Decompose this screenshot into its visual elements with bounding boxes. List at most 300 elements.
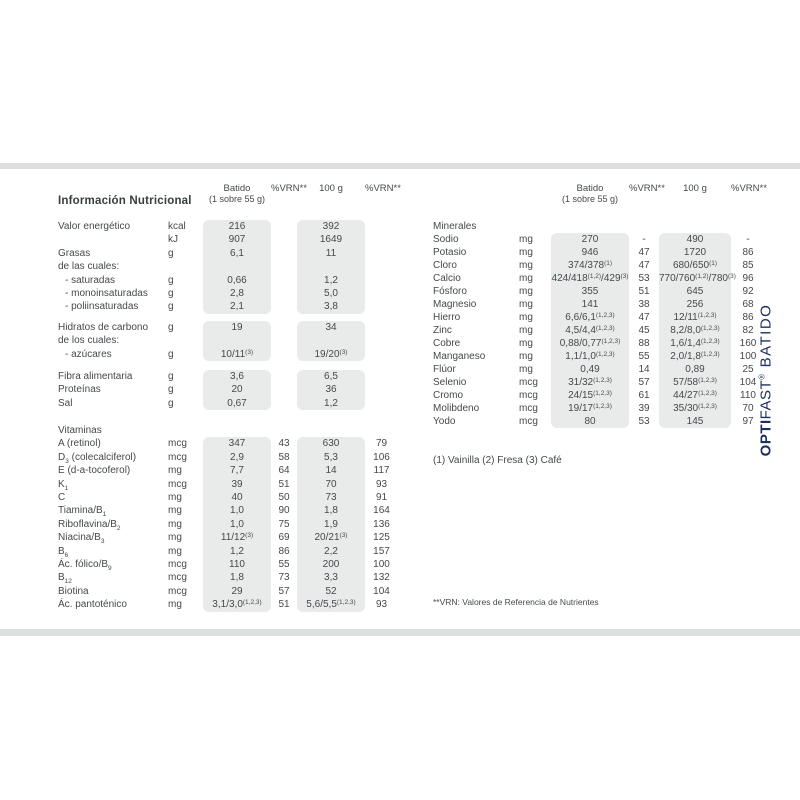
value-batido: 424/418$^{(1,2)}$/429$^{(3)}$ <box>551 273 629 284</box>
value-100g: 36 <box>297 383 365 396</box>
vrn-100g <box>365 300 398 313</box>
vrn-batido: 45 <box>638 325 650 336</box>
row-label: Sodio <box>433 234 459 245</box>
value-100g: 680/650$^{(1)}$ <box>659 259 731 272</box>
value-batido: 270 <box>551 233 629 246</box>
row-label: Hierro <box>433 312 461 323</box>
vrn-batido <box>271 287 297 300</box>
vrn-100g: 100 <box>739 351 757 362</box>
table-row <box>58 437 398 450</box>
row-gap <box>58 314 398 321</box>
row-label: Hidratos de carbono <box>58 321 149 333</box>
row-label: Calcio <box>433 273 461 284</box>
value-batido: 40 <box>203 491 271 504</box>
vrn-100g: 104 <box>373 585 390 597</box>
unit-label: mg <box>519 273 533 284</box>
section-label: Vitaminas <box>58 425 102 437</box>
unit-label: g <box>168 370 174 382</box>
vrn-batido: 73 <box>278 572 290 584</box>
vrn-100g <box>365 348 398 361</box>
table-row <box>433 337 765 350</box>
value-100g: 1649 <box>297 233 365 246</box>
row-label: $D_3$ (colecalciferol) <box>58 451 137 465</box>
unit-label: mg <box>168 545 182 557</box>
vrn-100g <box>365 260 398 273</box>
vrn-batido: 57 <box>278 585 290 597</box>
table-row <box>58 233 398 246</box>
vrn-100g: 110 <box>740 390 756 401</box>
value-100g <box>297 334 365 347</box>
vrn-100g: 91 <box>375 492 388 504</box>
vrn-100g <box>365 321 398 334</box>
vrn-batido: 39 <box>638 403 650 414</box>
unit-label: mcg <box>168 451 187 463</box>
value-batido: 216 <box>203 220 271 233</box>
value-100g: 392 <box>297 220 365 233</box>
value-batido: 2,8 <box>203 287 271 300</box>
vrn-batido: 14 <box>638 364 650 375</box>
vrn-100g: 157 <box>373 545 390 557</box>
row-label: Molibdeno <box>433 403 480 414</box>
value-100g: 19/20$^{(3)}$ <box>297 348 365 361</box>
vrn-100g: 70 <box>742 403 754 414</box>
value-100g: 14 <box>297 464 365 477</box>
unit-label: mg <box>519 234 533 245</box>
value-batido: 2,1 <box>203 300 271 313</box>
row-label: Cobre <box>433 338 461 349</box>
value-100g: 44/27$^{(1,2,3)}$ <box>659 389 731 402</box>
row-label: $B_{12}$ <box>58 572 72 586</box>
value-batido: 0,49 <box>551 363 629 376</box>
vrn-batido: - <box>642 234 646 245</box>
unit-label: mg <box>519 299 533 310</box>
value-100g: 70 <box>297 478 365 491</box>
table-row <box>58 571 398 584</box>
row-label: Riboflavina/$B_2$ <box>58 518 121 532</box>
value-batido: 29 <box>203 585 271 598</box>
unit-label: mcg <box>519 377 538 388</box>
header-batido-line2: (1 sobre 55 g) <box>561 194 619 204</box>
unit-label: mcg <box>168 478 187 490</box>
value-100g: 2,0/1,8$^{(1,2,3)}$ <box>659 350 731 363</box>
value-batido: 0,88/0,77$^{(1,2,3)}$ <box>551 337 629 350</box>
unit-label: g <box>168 384 174 396</box>
vrn-batido <box>271 321 297 334</box>
table-row <box>58 451 398 464</box>
header-vrn-1: %VRN** <box>271 183 307 194</box>
table-row <box>58 518 398 531</box>
value-batido <box>203 260 271 273</box>
value-100g: 145 <box>659 415 731 428</box>
vrn-100g: 136 <box>373 518 390 530</box>
row-label: Flúor <box>433 364 456 375</box>
table-row <box>58 370 398 383</box>
row-label: - azúcares <box>65 348 112 360</box>
nutrition-table-left <box>58 183 401 612</box>
row-label: Ác. fólico/$B_9$ <box>58 558 112 572</box>
vrn-100g: 106 <box>373 451 390 463</box>
value-100g: 0,89 <box>659 363 731 376</box>
row-label: de los cuales: <box>58 335 120 347</box>
header-batido-line1: Batido <box>223 183 251 194</box>
value-batido: 6,1 <box>203 247 271 260</box>
header-100g: 100 g <box>683 183 707 194</box>
header-100g: 100 g <box>319 183 343 194</box>
vrn-100g: 132 <box>373 572 390 584</box>
vrn-100g <box>365 383 398 396</box>
header-spacer <box>58 183 203 205</box>
label-bottom-edge <box>0 629 800 636</box>
table-row <box>58 321 398 334</box>
value-batido: 3,1/3,0$^{(1,2,3)}$ <box>203 598 271 611</box>
header-batido-line2: (1 sobre 55 g) <box>208 194 266 204</box>
table-row <box>433 350 765 363</box>
unit-label: mcg <box>168 572 187 584</box>
value-100g: 770/760$^{(1,2)}$/780$^{(3)}$ <box>659 273 736 284</box>
vrn-batido <box>271 260 297 273</box>
table-body <box>58 220 398 612</box>
nutrition-title: Información Nutricional <box>58 195 192 207</box>
header-batido <box>203 183 271 205</box>
header-spacer <box>433 183 551 205</box>
vrn-batido <box>271 370 297 383</box>
unit-label: g <box>168 397 174 409</box>
row-label: Proteínas <box>58 384 101 396</box>
table-row <box>58 260 398 273</box>
table-row <box>433 311 765 324</box>
vrn-100g <box>365 334 398 347</box>
value-100g: 1,6/1,4$^{(1,2,3)}$ <box>659 337 731 350</box>
vrn-batido: 47 <box>638 260 650 271</box>
value-100g: 57/58$^{(1,2,3)}$ <box>659 376 731 389</box>
value-batido <box>203 334 271 347</box>
vrn-batido <box>271 300 297 313</box>
row-label: Tiamina/$B_1$ <box>58 505 107 519</box>
value-100g: 35/30$^{(1,2,3)}$ <box>659 402 731 415</box>
vrn-100g: 164 <box>373 505 390 517</box>
vrn-batido: 61 <box>638 390 650 401</box>
value-100g: 630 <box>297 437 365 450</box>
value-100g: 3,3 <box>297 571 365 584</box>
table-row <box>58 478 398 491</box>
vrn-100g: 117 <box>373 465 390 477</box>
vrn-batido <box>271 383 297 396</box>
value-100g <box>297 260 365 273</box>
header-batido-line1: Batido <box>576 183 604 194</box>
vrn-batido <box>271 220 297 233</box>
value-batido: 19 <box>203 321 271 334</box>
table-row <box>58 397 398 410</box>
table-header <box>58 183 401 205</box>
value-100g: 52 <box>297 585 365 598</box>
table-row <box>433 376 765 389</box>
header-vrn-1: %VRN** <box>629 183 665 194</box>
value-batido: 11/12$^{(3)}$ <box>203 531 271 544</box>
vrn-100g: 160 <box>739 338 757 349</box>
value-batido: 1,0 <box>203 518 271 531</box>
vrn-batido: 50 <box>278 492 290 504</box>
vrn-batido: 38 <box>638 299 650 310</box>
value-100g: 5,0 <box>297 287 365 300</box>
table-body <box>433 220 765 428</box>
table-header <box>433 183 765 205</box>
table-row <box>58 585 398 598</box>
table-row <box>433 272 765 285</box>
value-batido: 1,1/1,0$^{(1,2,3)}$ <box>551 350 629 363</box>
vrn-100g <box>365 220 398 233</box>
unit-label: g <box>168 321 174 333</box>
table-row <box>433 324 765 337</box>
footnote-vrn: **VRN: Valores de Referencia de Nutrientes <box>433 597 599 607</box>
row-label: Selenio <box>433 377 467 388</box>
unit-label: mg <box>168 599 182 611</box>
row-label: Manganeso <box>433 351 486 362</box>
vrn-batido <box>271 397 297 410</box>
value-100g: 256 <box>659 298 731 311</box>
row-label: de las cuales: <box>58 261 120 273</box>
vrn-batido: 86 <box>278 545 290 557</box>
vrn-batido: 64 <box>278 465 290 477</box>
value-100g: 34 <box>297 321 365 334</box>
vrn-100g: 97 <box>742 416 754 427</box>
registered-trademark-icon: ® <box>757 373 767 380</box>
value-batido: 110 <box>203 558 271 571</box>
brand-opti: OPTI <box>757 419 775 457</box>
table-row <box>58 300 398 313</box>
vrn-batido: 55 <box>278 558 290 570</box>
vrn-batido: 55 <box>638 351 650 362</box>
value-batido: 1,2 <box>203 545 271 558</box>
unit-label: mg <box>168 505 182 517</box>
value-batido: 31/32$^{(1,2,3)}$ <box>551 376 629 389</box>
unit-label: mcg <box>168 585 187 597</box>
vrn-batido: 57 <box>638 377 650 388</box>
table-row <box>433 259 765 272</box>
vrn-100g: 92 <box>742 286 754 297</box>
unit-label: g <box>168 348 174 360</box>
unit-label: kJ <box>168 234 178 246</box>
value-batido: 20 <box>203 383 271 396</box>
unit-label: g <box>168 301 174 313</box>
vrn-100g: 68 <box>742 299 754 310</box>
table-row <box>58 348 398 361</box>
unit-label: mcg <box>168 438 187 450</box>
row-label: Zinc <box>433 325 452 336</box>
vrn-100g: 93 <box>375 478 388 490</box>
row-label: Cloro <box>433 260 457 271</box>
value-batido: 374/378$^{(1)}$ <box>551 259 629 272</box>
footnote-flavors: (1) Vainilla (2) Fresa (3) Café <box>433 455 562 466</box>
header-vrn-2: %VRN** <box>731 183 767 194</box>
vrn-batido: 53 <box>638 273 650 284</box>
table-row <box>433 389 765 402</box>
value-batido: 907 <box>203 233 271 246</box>
table-row <box>58 383 398 396</box>
vrn-100g: 25 <box>742 364 754 375</box>
table-row <box>58 491 398 504</box>
vrn-100g: 96 <box>742 273 754 284</box>
value-batido: 0,67 <box>203 397 271 410</box>
unit-label: mg <box>168 492 182 504</box>
unit-label: mg <box>519 325 533 336</box>
value-100g: 5,3 <box>297 451 365 464</box>
unit-label: mcg <box>519 403 538 414</box>
value-100g: 490 <box>659 233 731 246</box>
vrn-100g <box>365 370 398 383</box>
value-100g: 73 <box>297 491 365 504</box>
vrn-100g: 104 <box>739 377 757 388</box>
vrn-100g: 86 <box>742 247 754 258</box>
vrn-100g <box>365 287 398 300</box>
row-label: A (retinol) <box>58 438 101 450</box>
row-label: Ác. pantoténico <box>58 599 127 611</box>
row-label: $K_1$ <box>58 478 69 492</box>
row-label: Grasas <box>58 247 91 259</box>
value-batido: 39 <box>203 478 271 491</box>
section-row <box>58 424 398 437</box>
vrn-batido: 58 <box>278 451 290 463</box>
row-label: Biotina <box>58 585 89 597</box>
vrn-batido: 53 <box>638 416 650 427</box>
vrn-100g <box>365 274 398 287</box>
row-label: $B_6$ <box>58 545 69 559</box>
value-batido: 347 <box>203 437 271 450</box>
value-100g: 1,8 <box>297 504 365 517</box>
value-batido: 1,8 <box>203 571 271 584</box>
table-row <box>433 233 765 246</box>
row-label: Yodo <box>433 416 456 427</box>
label-top-edge <box>0 163 800 169</box>
value-batido: 141 <box>551 298 629 311</box>
brand-product: BATIDO <box>757 303 775 368</box>
vrn-batido: 51 <box>278 599 290 611</box>
value-100g: 200 <box>297 558 365 571</box>
table-row <box>433 415 765 428</box>
vrn-batido: 75 <box>278 518 290 530</box>
unit-label: g <box>168 247 174 259</box>
vrn-100g <box>365 397 398 410</box>
value-batido: 2,9 <box>203 451 271 464</box>
unit-label: mg <box>519 312 533 323</box>
table-row <box>58 531 398 544</box>
value-100g: 1,2 <box>297 397 365 410</box>
vrn-100g: 82 <box>742 325 754 336</box>
table-row <box>433 402 765 415</box>
vrn-batido: 43 <box>278 438 290 450</box>
value-100g: 8,2/8,0$^{(1,2,3)}$ <box>659 324 731 337</box>
vrn-100g: 125 <box>373 532 390 544</box>
row-label: - monoinsaturadas <box>65 287 148 299</box>
unit-label <box>168 334 203 347</box>
value-batido: 19/17$^{(1,2,3)}$ <box>551 402 629 415</box>
table-row <box>58 287 398 300</box>
section-row <box>433 220 765 233</box>
row-label: Magnesio <box>433 299 477 310</box>
vrn-batido: 88 <box>638 338 650 349</box>
value-batido: 946 <box>551 246 629 259</box>
row-label: - saturadas <box>65 274 116 286</box>
value-batido: 3,6 <box>203 370 271 383</box>
value-100g: 5,6/5,5$^{(1,2,3)}$ <box>297 598 365 611</box>
unit-label: mg <box>519 364 533 375</box>
unit-label: kcal <box>168 221 186 232</box>
table-row <box>58 558 398 571</box>
row-label: Potasio <box>433 247 467 258</box>
value-100g: 1720 <box>659 246 731 259</box>
vrn-batido: 90 <box>278 505 290 517</box>
table-row <box>58 504 398 517</box>
table-row <box>58 247 398 260</box>
unit-label: mcg <box>519 390 538 401</box>
table-row <box>58 598 398 611</box>
row-label <box>58 233 168 246</box>
vrn-100g: 79 <box>375 438 388 450</box>
value-100g: 1,2 <box>297 274 365 287</box>
unit-label: mg <box>519 286 533 297</box>
value-100g: 11 <box>297 247 365 260</box>
row-label: Sal <box>58 397 73 409</box>
table-row <box>433 363 765 376</box>
value-100g: 3,8 <box>297 300 365 313</box>
vrn-100g <box>365 233 398 246</box>
unit-label: mg <box>519 247 533 258</box>
unit-label: mg <box>519 260 533 271</box>
row-label: E (d-a-tocoferol) <box>58 465 131 477</box>
vrn-batido: 47 <box>638 312 650 323</box>
value-batido: 24/15$^{(1,2,3)}$ <box>551 389 629 402</box>
value-batido: 355 <box>551 285 629 298</box>
value-100g: 2,2 <box>297 545 365 558</box>
vrn-100g: 93 <box>375 599 388 611</box>
row-label: - poliinsaturadas <box>65 301 139 313</box>
value-batido: 80 <box>551 415 629 428</box>
row-label: Niacina/$B_3$ <box>58 532 105 546</box>
unit-label: mg <box>168 518 182 530</box>
row-gap <box>58 410 398 424</box>
row-gap <box>58 361 398 370</box>
row-label: Cromo <box>433 390 464 401</box>
unit-label: g <box>168 287 174 299</box>
value-100g: 1,9 <box>297 518 365 531</box>
value-100g: 645 <box>659 285 731 298</box>
vrn-batido <box>271 247 297 260</box>
vrn-100g: 100 <box>373 558 390 570</box>
unit-label: mg <box>519 338 533 349</box>
vrn-100g <box>365 247 398 260</box>
vrn-batido: 69 <box>278 532 290 544</box>
brand-vertical <box>758 304 775 457</box>
unit-label: mg <box>168 532 182 544</box>
row-label: C <box>58 492 66 504</box>
unit-label: mcg <box>168 558 187 570</box>
row-label: Valor energético <box>58 221 131 232</box>
vrn-100g: 86 <box>742 312 754 323</box>
vrn-batido <box>271 334 297 347</box>
value-batido: 6,6/6,1$^{(1,2,3)}$ <box>551 311 629 324</box>
table-row <box>433 298 765 311</box>
value-batido: 10/11$^{(3)}$ <box>203 348 271 361</box>
table-row <box>58 220 398 233</box>
vrn-batido: 51 <box>638 286 650 297</box>
vrn-100g: 85 <box>742 260 754 271</box>
unit-label: mg <box>168 465 182 477</box>
vrn-100g: - <box>746 234 750 245</box>
vrn-batido <box>271 233 297 246</box>
value-100g: 6,5 <box>297 370 365 383</box>
value-100g: 20/21$^{(3)}$ <box>297 531 365 544</box>
vrn-batido <box>271 348 297 361</box>
table-row <box>58 274 398 287</box>
